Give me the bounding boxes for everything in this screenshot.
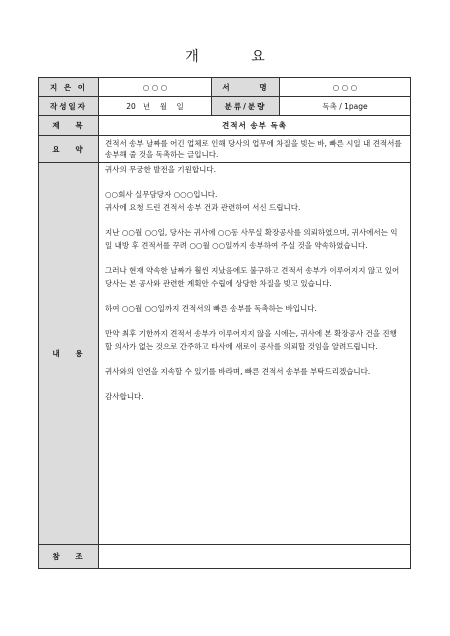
author-row <box>39 78 411 97</box>
date-value: 20 년 월 일 <box>99 97 212 116</box>
summary-label: 요 약 <box>39 136 99 163</box>
recipient-value: ○ ○ ○ <box>280 78 411 97</box>
reference-value <box>99 545 411 569</box>
content-paragraph: 하여 ○○월 ○○일까지 견적서의 빠른 송부를 독촉하는 바입니다. <box>105 304 317 313</box>
content-paragraph: 감사합니다. <box>105 392 144 401</box>
content-label: 내 용 <box>39 163 99 545</box>
subject-label: 제 목 <box>39 116 99 136</box>
subject-value: 견적서 송부 독촉 <box>99 116 411 136</box>
document-title: 개 요 <box>185 49 289 65</box>
reference-label: 참 조 <box>39 545 99 569</box>
category-value: 독촉 / 1page <box>280 97 411 116</box>
content-body <box>99 163 411 545</box>
author-value: ○ ○ ○ <box>99 78 212 97</box>
date-label: 작성일자 <box>39 97 99 116</box>
content-paragraph: 만약 최후 기한까지 견적서 송부가 이루어지지 않을 시에는, 귀사에 본 확장공사 건을 진행할 의사가 없는 것으로 간주하고 타사에 새로이 공사를 의뢰할 것임을 알려드립니다. <box>105 329 397 351</box>
recipient-label: 서 명 <box>212 78 280 97</box>
summary-form-table <box>38 77 411 569</box>
summary-value: 견적서 송부 날짜를 어긴 업체로 인해 당사의 업무에 차질을 빚는 바, 빠른 시일 내 견적서를 송부해 줄 것을 독촉하는 글입니다. <box>99 136 411 163</box>
content-paragraph: 귀사의 무궁한 발전을 기원합니다. <box>105 165 216 174</box>
content-paragraph: ○○회사 실무담당자 ○○○입니다. 귀사에 요청 드린 견적서 송부 건과 관련하여 서신 드립니다. <box>105 190 301 212</box>
author-label: 지 은 이 <box>39 78 99 97</box>
content-row <box>39 163 411 545</box>
content-paragraph: 귀사와의 인연을 지속할 수 있기를 바라며, 빠른 견적서 송부를 부탁드리겠습니다. <box>105 367 371 376</box>
reference-row <box>39 545 411 569</box>
content-paragraph: 지난 ○○월 ○○일, 당사는 귀사에 ○○동 사무실 확장공사를 의뢰하였으며, 귀사에서는 익일 내방 후 견적서를 꾸려 ○○월 ○○일까지 송부하여 주실 것을 약속하였습니다. <box>105 228 398 250</box>
content-paragraph: 그러나 현재 약속한 날짜가 훨씬 지났음에도 불구하고 견적서 송부가 이루어지지 않고 있어 당사는 본 공사와 관련한 계획안 수립에 상당한 차질을 빚고 있습니다. <box>105 266 400 288</box>
subject-row <box>39 116 411 136</box>
category-label: 분류/분량 <box>212 97 280 116</box>
date-row <box>39 97 411 116</box>
summary-row <box>39 136 411 163</box>
